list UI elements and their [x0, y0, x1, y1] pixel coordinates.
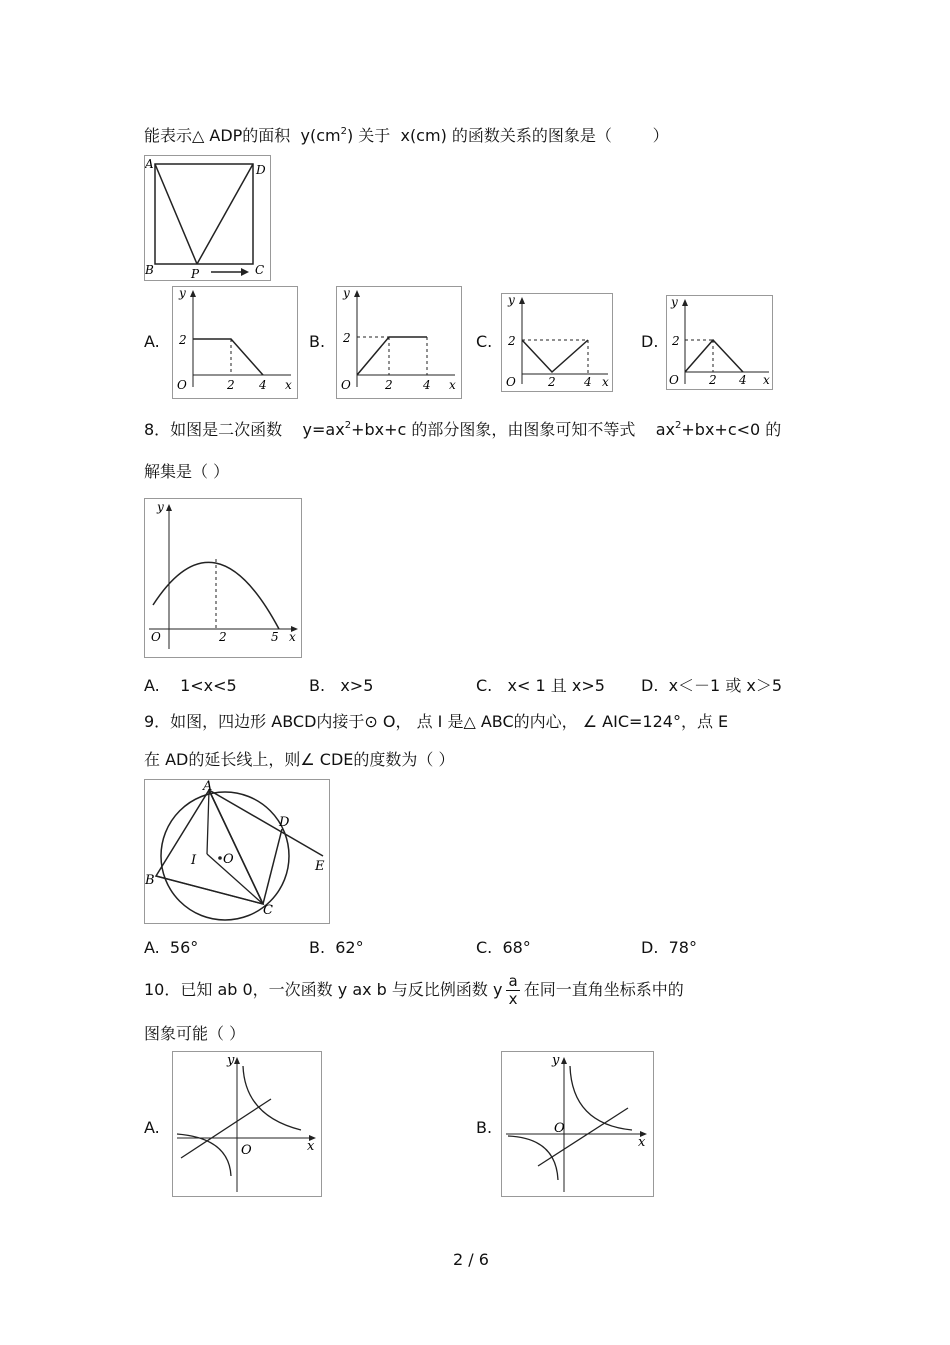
tick-2y: 2 [508, 334, 516, 348]
q7-graph-b [336, 286, 462, 399]
q10-graph-b [501, 1051, 654, 1197]
q9-circle-figure [144, 779, 330, 924]
tick-2x: 2 [227, 378, 235, 392]
label-c: C [263, 903, 273, 918]
label-o: O [223, 852, 234, 867]
tick-5x: 5 [271, 630, 279, 644]
axis-x: x [602, 375, 609, 389]
q9-option-d: D. 78° [641, 938, 697, 957]
label-c: C [255, 263, 265, 277]
tick-2x: 2 [548, 375, 556, 389]
q8-option-d: D. x＜－1 或 x＞5 [641, 676, 783, 695]
tick-2y: 2 [343, 331, 351, 345]
label-a: A [203, 779, 213, 794]
q7-stem: 能表示△ ADP的面积 $y(cm^2)$ 关于 x(cm) 的函数关系的图象是（ ） [144, 126, 669, 145]
origin: O [669, 373, 679, 387]
q9-stem-line1: 9．如图，四边形 ABCD内接于⊙ O， 点 I 是△ ABC的内心， ∠ AIC=124°，点 E [144, 712, 729, 731]
q7-graph-c [501, 293, 613, 392]
label-a: A [145, 157, 154, 171]
tick-2x: 2 [219, 630, 227, 644]
origin: O [506, 375, 516, 389]
q10-graph-a [172, 1051, 322, 1197]
axis-x: x [307, 1139, 315, 1154]
axis-y: y [157, 500, 164, 514]
tick-2y: 2 [179, 333, 187, 347]
q9-option-b: B. 62° [309, 938, 364, 957]
q10-option-b-label: B. [476, 1118, 493, 1137]
axis-y: y [343, 286, 350, 300]
axis-x: x [289, 630, 296, 644]
axis-y: y [227, 1053, 235, 1068]
q7-option-c-label: C. [476, 332, 493, 351]
label-e: E [315, 859, 325, 874]
label-b: B [145, 263, 154, 277]
q9-option-c: C. 68° [476, 938, 531, 957]
tick-2x: 2 [709, 373, 717, 387]
axis-y: y [671, 295, 678, 309]
axis-y: y [552, 1053, 560, 1068]
label-d: D [279, 815, 290, 830]
q8-option-b: B. x>5 [309, 676, 374, 695]
q7-option-a-label: A. [144, 332, 160, 351]
axis-x: x [285, 378, 292, 392]
fraction-a-over-x: $\frac{a}{x}$ [508, 972, 518, 1008]
axis-x: x [638, 1135, 646, 1150]
q10-stem-line2: 图象可能（ ） [144, 1024, 246, 1043]
q8-stem-line2: 解集是（ ） [144, 462, 230, 481]
origin: O [241, 1143, 252, 1158]
q7-graph-a [172, 286, 298, 399]
q8-option-a: A. 1<x<5 [144, 676, 237, 695]
q8-stem-line1: 8．如图是二次函数 $y=ax^2+bx+c$ 的部分图象，由图象可知不等式 $ax^2+bx+c<0$ 的 [144, 420, 782, 439]
tick-4x: 4 [423, 378, 431, 392]
q7-option-d-label: D. [641, 332, 659, 351]
q8-parabola-graph [144, 498, 302, 658]
origin: O [554, 1121, 565, 1136]
label-i: I [191, 853, 197, 868]
origin: O [341, 378, 351, 392]
q9-option-a: A. 56° [144, 938, 199, 957]
axis-x: x [763, 373, 770, 387]
axis-y: y [179, 286, 186, 300]
label-p: P [191, 267, 200, 281]
q7-graph-d [666, 295, 773, 390]
axis-y: y [508, 293, 515, 307]
q10-stem-line1: 10．已知 ab 0，一次函数 y ax b 与反比例函数 y $\frac{a}{x}$ 在同一直角坐标系中的 [144, 972, 684, 1008]
tick-4x: 4 [259, 378, 267, 392]
origin: O [151, 630, 161, 644]
tick-4x: 4 [584, 375, 592, 389]
tick-4x: 4 [739, 373, 747, 387]
q10-option-a-label: A. [144, 1118, 160, 1137]
label-b: B [145, 873, 155, 888]
label-d: D [256, 163, 266, 177]
tick-2y: 2 [672, 334, 680, 348]
tick-2x: 2 [385, 378, 393, 392]
q7-square-figure [144, 155, 271, 281]
origin: O [177, 378, 187, 392]
q7-option-b-label: B. [309, 332, 326, 351]
axis-x: x [449, 378, 456, 392]
q8-option-c: C. x< 1 且 x>5 [476, 676, 605, 695]
page-number: 2 / 6 [453, 1250, 489, 1269]
q9-stem-line2: 在 AD的延长线上，则∠ CDE的度数为（ ） [144, 750, 455, 769]
